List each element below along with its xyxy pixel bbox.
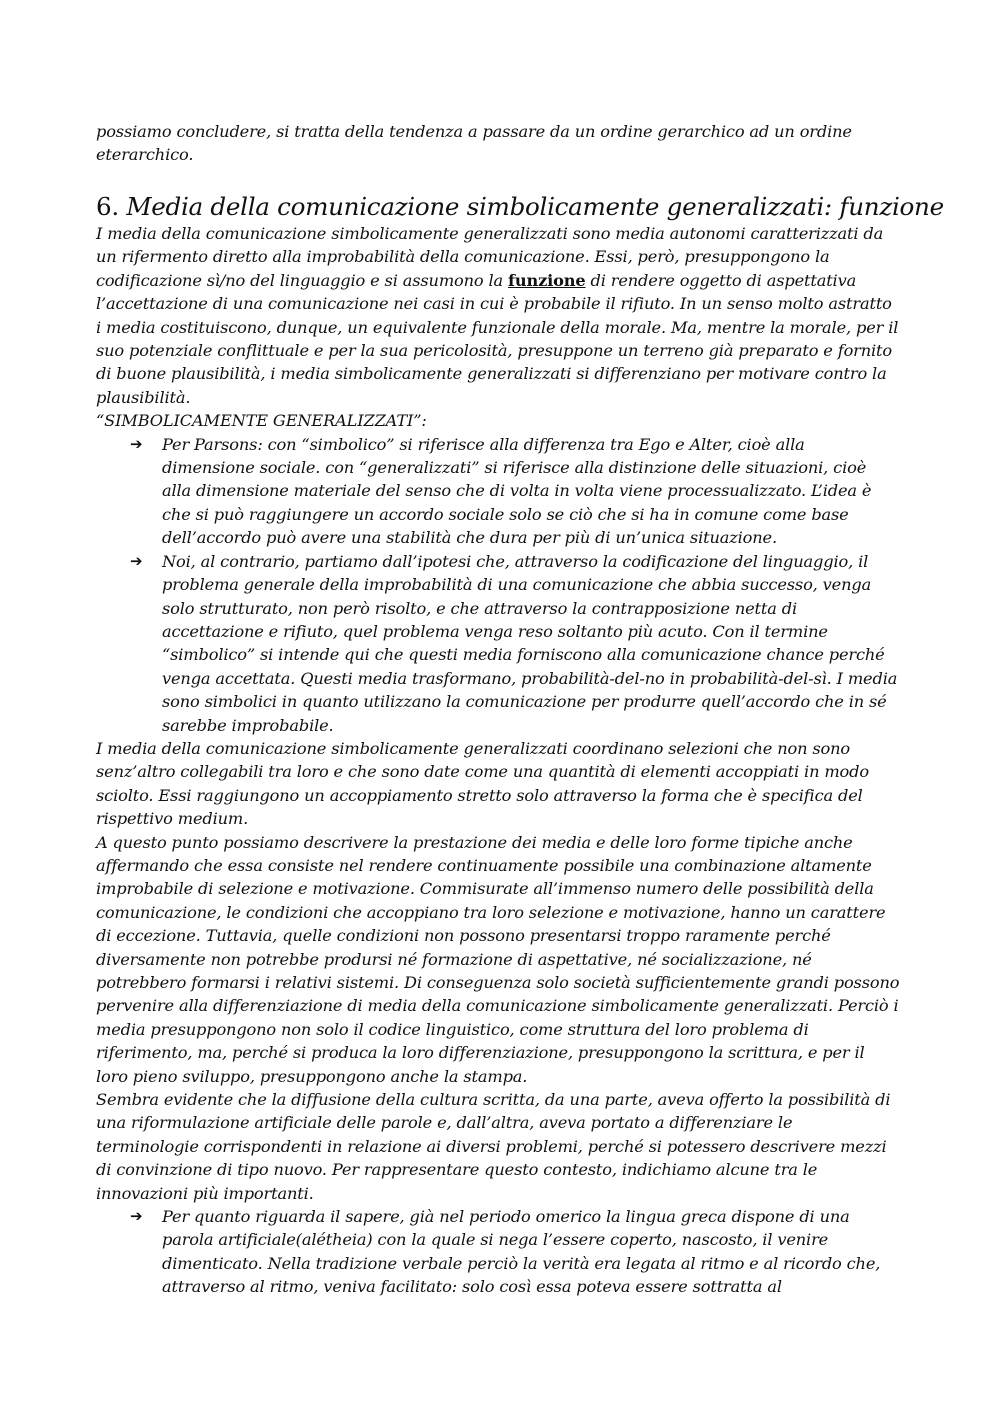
section-heading <box>96 191 944 223</box>
paragraph-coordination: I media della comunicazione simbolicamente generalizzati coordinano selezioni che non sono senz’altro collegabili tra loro e che sono date come una quantità di elementi accoppiati in modo sciolto. Essi raggiungono un accoppiamento stretto solo attraverso la forma che è specifica del rispettivo medium. <box>96 738 869 829</box>
keyword-funzione: funzione <box>508 270 586 290</box>
arrow-bullet-icon: ➔ <box>130 434 143 453</box>
paragraph-writing: Sembra evidente che la diffusione della cultura scritta, da una parte, aveva offerto la possibilità di una riformulazione artificiale delle parole e, dall’altra, aveva portato a differenziare le terminologie corrispondenti in relazione ai diversi problemi, perché si potessero descrivere mezzi di convinzione di tipo nuovo. Per rappresentare questo contesto, indichiamo alcune tra le innovazioni più importanti. <box>96 1090 891 1203</box>
section-title: Media della comunicazione simbolicamente generalizzati: funzione <box>126 192 944 221</box>
section-number: 6. <box>96 192 119 221</box>
bullet-list-definitions <box>96 433 900 737</box>
list-item <box>96 433 900 550</box>
list-item <box>96 1205 900 1299</box>
header-mark <box>487 0 511 3</box>
list-item <box>96 550 900 737</box>
intro-paragraph: possiamo concludere, si tratta della tendenza a passare da un ordine gerarchico ad un ordine eterarchico. <box>96 122 852 165</box>
list-item-text: Per Parsons: con “simbolico” si riferisce alla differenza tra Ego e Alter, cioè alla dimensione sociale. con “generalizzati” si riferisce alla distinzione delle situazioni, cioè alla dimensione materiale del senso che di volta in volta viene processualizzato. L’idea è che si può raggiungere un accordo sociale solo se ciò che si ha in comune come base dell’accordo può avere una stabilità che dura per più di un’unica situazione. <box>162 434 872 548</box>
paragraph-performance: A questo punto possiamo descrivere la prestazione dei media e delle loro forme tipiche anche affermando che essa consiste nel rendere continuamente possibile una combinazione altamente improbabile di selezione e motivazione. Commisurate all’immenso numero delle possibilità della comunicazione, le condizioni che accoppiano tra loro selezione e motivazione, hanno un carattere di eccezione. Tuttavia, quelle condizioni non possono presentarsi troppo raramente perché diversamente non potrebbe prodursi né formazione di aspettative, né socializzazione, né potrebbero formarsi i relativi sistemi. Di conseguenza solo società sufficientemente grandi possono pervenire alla differenziazione di media della comunicazione simbolicamente generalizzati. Perciò i media presuppongono non solo il codice linguistico, come struttura del loro problema di riferimento, ma, perché si produca la loro differenziazione, presuppongono la scrittura, e per il loro pieno sviluppo, presuppongono anche la stampa. <box>96 832 900 1086</box>
paragraph-functions <box>96 222 900 409</box>
arrow-bullet-icon: ➔ <box>130 1207 143 1226</box>
arrow-bullet-icon: ➔ <box>130 551 143 570</box>
subheading: “SIMBOLICAMENTE GENERALIZZATI”: <box>96 411 427 431</box>
paragraph-text: di rendere oggetto di aspettativa l’accettazione di una comunicazione nei casi in cui è probabile il rifiuto. In un senso molto astratto i media costituiscono, dunque, un equivalente funzionale della morale. Ma, mentre la morale, per il suo potenziale conflittuale e per la sua pericolosità, presuppone un terreno già preparato e fornito di buone plausibilità, i media simbolicamente generalizzati si differenziano per motivare contro la plausibilità. <box>96 270 899 407</box>
bullet-list-innovations <box>96 1205 900 1299</box>
section-body <box>96 222 900 1299</box>
paragraph-text: I media della comunicazione simbolicamente generalizzati sono media autonomi caratterizzati da un rifermento diretto alla improbabilità della comunicazione. Essi, però, presuppongono la codificazione sì/no del linguaggio e si assumono la <box>96 224 884 290</box>
list-item-text: Per quanto riguarda il sapere, già nel periodo omerico la lingua greca dispone di una parola artificiale(alétheia) con la quale si nega l’essere coperto, nascosto, il venire dimenticato. Nella tradizione verbale perciò la verità era legata al ritmo e al ricordo che, attraverso al ritmo, veniva facilitato: solo così essa poteva essere sottratta al <box>162 1207 881 1297</box>
list-item-text: Noi, al contrario, partiamo dall’ipotesi che, attraverso la codificazione del linguaggio, il problema generale della improbabilità di una comunicazione che abbia successo, venga solo strutturato, non però risolto, e che attraverso la contrapposizione netta di accettazione e rifiuto, quel problema venga reso soltanto più acuto. Con il termine “simbolico” si intende qui che questi media forniscono alla comunicazione chance perché venga accettata. Questi media trasformano, probabilità-del-no in probabilità-del-sì. I media sono simbolici in quanto utilizzano la comunicazione per produrre quell’accordo che in sé sarebbe improbabile. <box>162 551 898 735</box>
